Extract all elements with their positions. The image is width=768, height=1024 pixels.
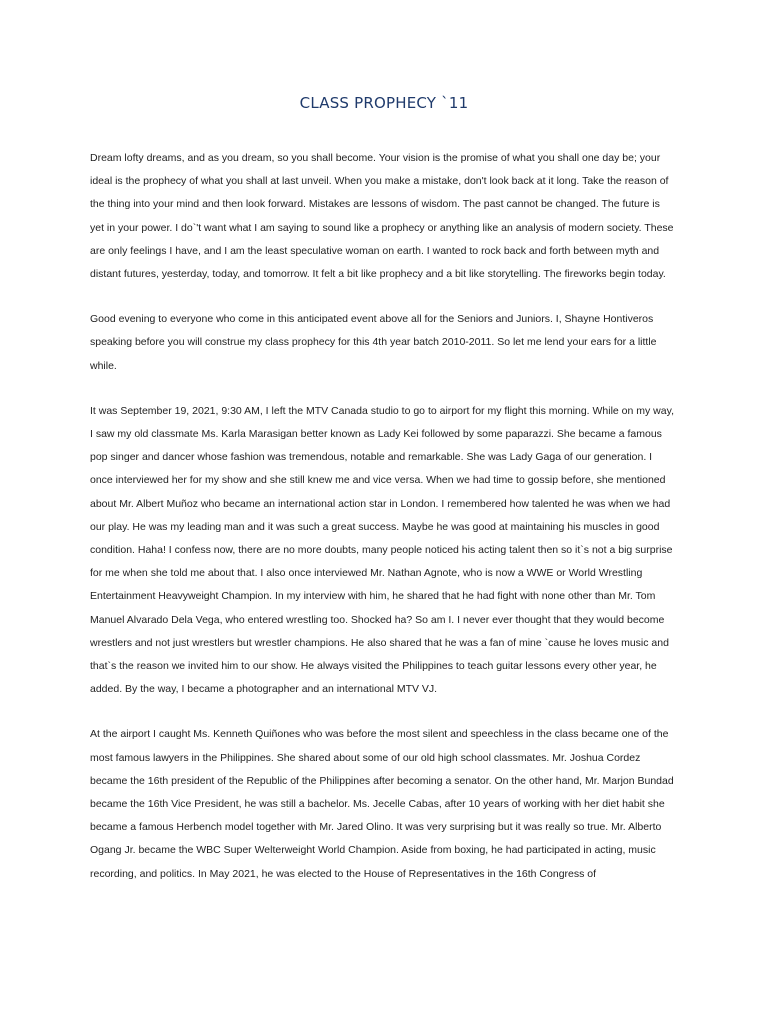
paragraph-greeting: Good evening to everyone who come in this anticipated event above all for the Seniors and Juniors. I, Shayne Hontiveros speaking before you will construe my class prophecy for this 4th year batch 2010-2011. So let me lend your ears for a little while.	[90, 313, 657, 372]
paragraph-mtv-story: It was September 19, 2021, 9:30 AM, I left the MTV Canada studio to go to airport for my flight this morning. While on my way, I saw my old classmate Ms. Karla Marasigan better known as Lady Kei followed by some paparazzi. She became a famous pop singer and dancer whose fashion was tremendous, notable and remarkable. She was Lady Gaga of our generation. I once interviewed her for my show and she still knew me and vice versa. When we had time to gossip before, she mentioned about Mr. Albert Muñoz who became an international action star in London. I remembered how talented he was when we had our play. He was my leading man and it was such a great success. Maybe he was good at maintaining his muscles in good condition. Haha! I confess now, there are no more doubts, many people noticed his acting talent then so it`s not a big surprise for me when she told me about that. I also once interviewed Mr. Nathan Agnote, who is now a WWE or World Wrestling Entertainment Heavyweight Champion. In my interview with him, he shared that he had fight with none other than Mr. Tom Manuel Alvarado Dela Vega, who entered wrestling too. Shocked ha? So am I. I never ever thought that they would become wrestlers and not just wrestlers but wrestler champions. He also shared that he was a fan of mine `cause he loves music and that`s the reason we invited him to our show. He always visited the Philippines to teach guitar lessons every other year, he added. By the way, I became a photographer and an international MTV VJ.	[90, 404, 674, 696]
paragraph-intro: Dream lofty dreams, and as you dream, so you shall become. Your vision is the promise of what you shall one day be; your ideal is the prophecy of what you shall at last unveil. When you make a mistake, don't look back at it long. Take the reason of the thing into your mind and then look forward. Mistakes are lessons of wisdom. The past cannot be changed. The future is yet in your power. I do`'t want what I am saying to sound like a prophecy or anything like an analysis of modern society. These are only feelings I have, and I am the least speculative woman on earth. I wanted to rock back and forth between myth and distant futures, yesterday, today, and tomorrow. It felt a bit like prophecy and a bit like storytelling. The fireworks begin today.	[90, 152, 674, 281]
document-body	[90, 147, 674, 908]
paragraph-airport-story: At the airport I caught Ms. Kenneth Quiñones who was before the most silent and speechless in the class became one of the most famous lawyers in the Philippines. She shared about some of our old high school classmates. Mr. Joshua Cordez became the 16th president of the Republic of the Philippines after becoming a senator. On the other hand, Mr. Marjon Bundad became the 16th Vice President, he was still a bachelor. Ms. Jecelle Cabas, after 10 years of working with her diet habit she became a famous Herbench model together with Mr. Jared Olino. It was very surprising but it was really so true. Mr. Alberto Ogang Jr. became the WBC Super Welterweight World Champion. Aside from boxing, he had participated in acting, music recording, and politics. In May 2021, he was elected to the House of Representatives in the 16th Congress of	[90, 728, 674, 880]
document-title: CLASS PROPHECY `11	[299, 94, 469, 112]
